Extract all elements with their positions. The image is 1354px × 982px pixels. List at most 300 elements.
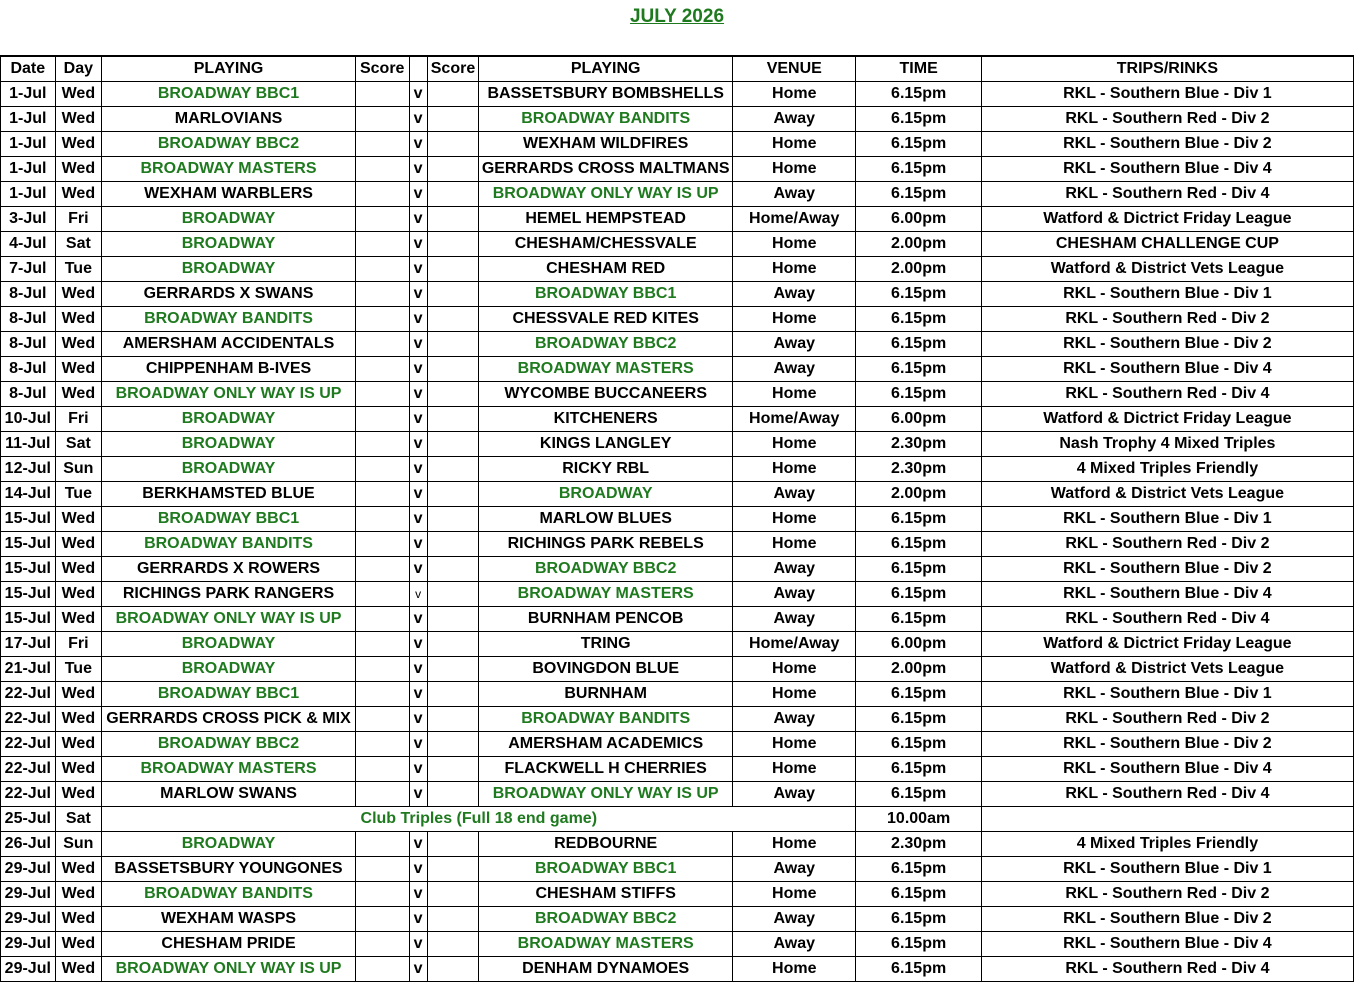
cell-date: 1-Jul <box>1 107 56 132</box>
cell-day: Wed <box>55 957 102 982</box>
cell-versus: v <box>409 432 427 457</box>
cell-score-away <box>427 907 479 932</box>
cell-time: 6.15pm <box>856 507 981 532</box>
cell-playing-away: BURNHAM <box>479 682 733 707</box>
cell-playing-home: CHIPPENHAM B-IVES <box>102 357 356 382</box>
cell-day: Tue <box>55 257 102 282</box>
cell-score-home <box>355 882 409 907</box>
cell-trips: Nash Trophy 4 Mixed Triples <box>981 432 1353 457</box>
cell-score-home <box>355 457 409 482</box>
table-row <box>1 232 1354 257</box>
cell-venue: Away <box>733 282 856 307</box>
cell-playing-away: BROADWAY BANDITS <box>479 107 733 132</box>
cell-playing-home: BROADWAY BANDITS <box>102 882 356 907</box>
cell-score-away <box>427 407 479 432</box>
cell-score-home <box>355 657 409 682</box>
cell-time: 6.15pm <box>856 582 981 607</box>
cell-playing-away: BROADWAY BBC2 <box>479 332 733 357</box>
cell-score-home <box>355 857 409 882</box>
cell-day: Fri <box>55 407 102 432</box>
cell-score-home <box>355 557 409 582</box>
cell-time: 6.15pm <box>856 307 981 332</box>
cell-versus: v <box>409 632 427 657</box>
cell-playing-home: BROADWAY <box>102 407 356 432</box>
cell-score-home <box>355 482 409 507</box>
table-row <box>1 557 1354 582</box>
cell-trips: RKL - Southern Blue - Div 2 <box>981 907 1353 932</box>
cell-playing-away: BROADWAY MASTERS <box>479 357 733 382</box>
cell-score-home <box>355 632 409 657</box>
cell-day: Wed <box>55 157 102 182</box>
cell-time: 6.15pm <box>856 532 981 557</box>
cell-versus: v <box>409 582 427 607</box>
cell-playing-home: MARLOVIANS <box>102 107 356 132</box>
table-row <box>1 407 1354 432</box>
cell-playing-away: FLACKWELL H CHERRIES <box>479 757 733 782</box>
cell-versus: v <box>409 282 427 307</box>
cell-day: Sun <box>55 832 102 857</box>
cell-score-away <box>427 182 479 207</box>
cell-date: 17-Jul <box>1 632 56 657</box>
cell-venue: Home <box>733 432 856 457</box>
cell-score-home <box>355 957 409 982</box>
cell-date: 15-Jul <box>1 607 56 632</box>
cell-day: Wed <box>55 582 102 607</box>
header-trips: TRIPS/RINKS <box>981 57 1353 82</box>
cell-playing-home: BROADWAY BBC1 <box>102 507 356 532</box>
cell-trips: RKL - Southern Blue - Div 1 <box>981 82 1353 107</box>
cell-score-away <box>427 382 479 407</box>
cell-date: 10-Jul <box>1 407 56 432</box>
cell-venue: Away <box>733 607 856 632</box>
cell-date: 3-Jul <box>1 207 56 232</box>
cell-versus: v <box>409 82 427 107</box>
cell-date: 15-Jul <box>1 507 56 532</box>
cell-versus: v <box>409 957 427 982</box>
cell-trips: RKL - Southern Red - Div 4 <box>981 382 1353 407</box>
cell-playing-home: MARLOW SWANS <box>102 782 356 807</box>
cell-time: 2.30pm <box>856 457 981 482</box>
cell-day: Wed <box>55 182 102 207</box>
cell-day: Wed <box>55 382 102 407</box>
table-row <box>1 382 1354 407</box>
cell-score-away <box>427 832 479 857</box>
cell-time: 6.00pm <box>856 632 981 657</box>
cell-score-home <box>355 407 409 432</box>
table-row <box>1 457 1354 482</box>
cell-score-away <box>427 557 479 582</box>
cell-time: 6.15pm <box>856 757 981 782</box>
cell-versus: v <box>409 707 427 732</box>
header-venue: VENUE <box>733 57 856 82</box>
cell-time: 6.15pm <box>856 932 981 957</box>
cell-playing-away: BROADWAY MASTERS <box>479 932 733 957</box>
cell-date: 22-Jul <box>1 682 56 707</box>
cell-versus: v <box>409 607 427 632</box>
cell-venue: Home/Away <box>733 207 856 232</box>
cell-day: Wed <box>55 332 102 357</box>
table-row <box>1 132 1354 157</box>
cell-versus: v <box>409 907 427 932</box>
cell-day: Wed <box>55 857 102 882</box>
cell-playing-away: CHESHAM STIFFS <box>479 882 733 907</box>
table-row <box>1 632 1354 657</box>
cell-venue: Home <box>733 307 856 332</box>
cell-date: 25-Jul <box>1 807 56 832</box>
cell-score-away <box>427 632 479 657</box>
cell-score-away <box>427 82 479 107</box>
cell-playing-away: BROADWAY BANDITS <box>479 707 733 732</box>
table-row <box>1 882 1354 907</box>
cell-trips: RKL - Southern Blue - Div 4 <box>981 582 1353 607</box>
cell-playing-home: BROADWAY <box>102 232 356 257</box>
table-row <box>1 707 1354 732</box>
cell-score-home <box>355 507 409 532</box>
cell-score-home <box>355 907 409 932</box>
cell-day: Wed <box>55 557 102 582</box>
cell-time: 6.00pm <box>856 207 981 232</box>
cell-playing-away: KITCHENERS <box>479 407 733 432</box>
cell-date: 8-Jul <box>1 282 56 307</box>
cell-time: 6.15pm <box>856 782 981 807</box>
cell-score-home <box>355 232 409 257</box>
fixture-body <box>1 82 1354 982</box>
cell-event: Club Triples (Full 18 end game) <box>102 807 856 832</box>
cell-versus: v <box>409 857 427 882</box>
cell-score-away <box>427 882 479 907</box>
cell-date: 15-Jul <box>1 557 56 582</box>
cell-score-home <box>355 582 409 607</box>
cell-time: 6.15pm <box>856 382 981 407</box>
cell-versus: v <box>409 832 427 857</box>
cell-trips: Watford & District Vets League <box>981 657 1353 682</box>
cell-trips: Watford & District Vets League <box>981 482 1353 507</box>
cell-date: 29-Jul <box>1 907 56 932</box>
cell-venue: Home/Away <box>733 632 856 657</box>
cell-day: Wed <box>55 307 102 332</box>
table-row <box>1 582 1354 607</box>
cell-trips: RKL - Southern Blue - Div 2 <box>981 557 1353 582</box>
cell-venue: Home <box>733 157 856 182</box>
header-row <box>1 57 1354 82</box>
cell-date: 7-Jul <box>1 257 56 282</box>
cell-playing-home: GERRARDS CROSS PICK & MIX <box>102 707 356 732</box>
cell-score-home <box>355 107 409 132</box>
cell-venue: Home <box>733 682 856 707</box>
cell-time: 6.15pm <box>856 357 981 382</box>
sheet-title: JULY 2026 <box>629 6 725 27</box>
cell-time: 6.15pm <box>856 557 981 582</box>
cell-score-away <box>427 232 479 257</box>
cell-time: 6.15pm <box>856 332 981 357</box>
cell-date: 8-Jul <box>1 357 56 382</box>
table-row <box>1 107 1354 132</box>
cell-trips: RKL - Southern Blue - Div 1 <box>981 282 1353 307</box>
cell-trips: 4 Mixed Triples Friendly <box>981 457 1353 482</box>
cell-playing-home: WEXHAM WARBLERS <box>102 182 356 207</box>
cell-playing-home: BROADWAY ONLY WAY IS UP <box>102 607 356 632</box>
cell-versus: v <box>409 882 427 907</box>
cell-day: Wed <box>55 682 102 707</box>
cell-day: Wed <box>55 782 102 807</box>
table-row <box>1 357 1354 382</box>
cell-score-away <box>427 332 479 357</box>
cell-playing-home: BROADWAY <box>102 207 356 232</box>
cell-date: 22-Jul <box>1 782 56 807</box>
cell-score-home <box>355 707 409 732</box>
cell-trips: RKL - Southern Red - Div 4 <box>981 182 1353 207</box>
cell-playing-home: GERRARDS X ROWERS <box>102 557 356 582</box>
cell-score-away <box>427 657 479 682</box>
cell-versus: v <box>409 257 427 282</box>
cell-date: 1-Jul <box>1 157 56 182</box>
header-day: Day <box>55 57 102 82</box>
cell-venue: Away <box>733 482 856 507</box>
cell-playing-away: HEMEL HEMPSTEAD <box>479 207 733 232</box>
cell-score-away <box>427 432 479 457</box>
cell-playing-away: BROADWAY BBC1 <box>479 857 733 882</box>
cell-playing-away: CHESHAM RED <box>479 257 733 282</box>
cell-playing-home: BERKHAMSTED BLUE <box>102 482 356 507</box>
table-row <box>1 607 1354 632</box>
cell-score-home <box>355 607 409 632</box>
fixtures-table <box>0 56 1354 982</box>
cell-versus: v <box>409 457 427 482</box>
cell-playing-home: WEXHAM WASPS <box>102 907 356 932</box>
cell-day: Wed <box>55 757 102 782</box>
cell-time: 6.15pm <box>856 707 981 732</box>
cell-playing-away: GERRARDS CROSS MALTMANS <box>479 157 733 182</box>
cell-venue: Away <box>733 332 856 357</box>
cell-date: 8-Jul <box>1 332 56 357</box>
cell-score-home <box>355 132 409 157</box>
cell-time: 6.15pm <box>856 907 981 932</box>
cell-trips: Watford & Dictrict Friday League <box>981 632 1353 657</box>
cell-versus: v <box>409 382 427 407</box>
cell-playing-away: BROADWAY MASTERS <box>479 582 733 607</box>
table-row <box>1 182 1354 207</box>
header-time: TIME <box>856 57 981 82</box>
cell-playing-home: RICHINGS PARK RANGERS <box>102 582 356 607</box>
cell-time: 6.15pm <box>856 82 981 107</box>
cell-time: 2.00pm <box>856 482 981 507</box>
cell-venue: Home <box>733 457 856 482</box>
cell-time: 6.15pm <box>856 282 981 307</box>
cell-score-home <box>355 307 409 332</box>
cell-trips: RKL - Southern Blue - Div 1 <box>981 682 1353 707</box>
cell-trips: RKL - Southern Red - Div 4 <box>981 957 1353 982</box>
cell-playing-away: BROADWAY BBC1 <box>479 282 733 307</box>
header-playing-home: PLAYING <box>102 57 356 82</box>
cell-playing-home: BROADWAY ONLY WAY IS UP <box>102 382 356 407</box>
table-row <box>1 207 1354 232</box>
cell-time: 10.00am <box>856 807 981 832</box>
title-area <box>0 0 1354 56</box>
cell-score-away <box>427 932 479 957</box>
cell-day: Wed <box>55 132 102 157</box>
cell-trips: RKL - Southern Blue - Div 2 <box>981 732 1353 757</box>
cell-venue: Away <box>733 782 856 807</box>
cell-playing-home: BROADWAY <box>102 632 356 657</box>
cell-time: 2.00pm <box>856 232 981 257</box>
cell-playing-home: BROADWAY BBC2 <box>102 132 356 157</box>
cell-playing-home: CHESHAM PRIDE <box>102 932 356 957</box>
cell-time: 2.00pm <box>856 657 981 682</box>
cell-score-home <box>355 82 409 107</box>
table-row <box>1 482 1354 507</box>
cell-venue: Home <box>733 957 856 982</box>
cell-playing-away: RICHINGS PARK REBELS <box>479 532 733 557</box>
cell-trips: RKL - Southern Red - Div 4 <box>981 782 1353 807</box>
table-row <box>1 732 1354 757</box>
cell-venue: Home <box>733 257 856 282</box>
cell-versus: v <box>409 782 427 807</box>
cell-playing-home: BROADWAY ONLY WAY IS UP <box>102 957 356 982</box>
cell-score-home <box>355 832 409 857</box>
cell-time: 6.15pm <box>856 182 981 207</box>
cell-playing-away: KINGS LANGLEY <box>479 432 733 457</box>
cell-date: 22-Jul <box>1 707 56 732</box>
cell-venue: Away <box>733 707 856 732</box>
cell-trips: RKL - Southern Red - Div 2 <box>981 707 1353 732</box>
cell-date: 22-Jul <box>1 757 56 782</box>
cell-versus: v <box>409 757 427 782</box>
cell-trips: RKL - Southern Blue - Div 4 <box>981 157 1353 182</box>
cell-playing-home: BROADWAY MASTERS <box>102 757 356 782</box>
cell-date: 21-Jul <box>1 657 56 682</box>
cell-score-home <box>355 257 409 282</box>
cell-versus: v <box>409 507 427 532</box>
cell-versus: v <box>409 732 427 757</box>
cell-date: 12-Jul <box>1 457 56 482</box>
cell-day: Wed <box>55 282 102 307</box>
cell-date: 4-Jul <box>1 232 56 257</box>
cell-score-away <box>427 507 479 532</box>
cell-trips: RKL - Southern Blue - Div 4 <box>981 357 1353 382</box>
cell-date: 29-Jul <box>1 932 56 957</box>
cell-trips: RKL - Southern Blue - Div 4 <box>981 932 1353 957</box>
cell-score-away <box>427 732 479 757</box>
cell-venue: Home <box>733 882 856 907</box>
cell-versus: v <box>409 932 427 957</box>
cell-playing-away: MARLOW BLUES <box>479 507 733 532</box>
cell-score-away <box>427 157 479 182</box>
cell-playing-away: BOVINGDON BLUE <box>479 657 733 682</box>
cell-playing-home: BROADWAY <box>102 457 356 482</box>
cell-playing-away: DENHAM DYNAMOES <box>479 957 733 982</box>
cell-venue: Away <box>733 107 856 132</box>
cell-time: 2.30pm <box>856 432 981 457</box>
cell-score-home <box>355 282 409 307</box>
cell-score-home <box>355 782 409 807</box>
cell-playing-away: TRING <box>479 632 733 657</box>
cell-trips: Watford & District Vets League <box>981 257 1353 282</box>
cell-venue: Away <box>733 182 856 207</box>
cell-playing-home: BROADWAY BANDITS <box>102 532 356 557</box>
cell-trips: Watford & Dictrict Friday League <box>981 407 1353 432</box>
cell-score-away <box>427 707 479 732</box>
cell-day: Sat <box>55 232 102 257</box>
cell-date: 1-Jul <box>1 132 56 157</box>
cell-score-away <box>427 607 479 632</box>
cell-day: Sat <box>55 807 102 832</box>
cell-date: 8-Jul <box>1 382 56 407</box>
table-row <box>1 657 1354 682</box>
cell-venue: Away <box>733 582 856 607</box>
cell-versus: v <box>409 357 427 382</box>
cell-venue: Home <box>733 657 856 682</box>
cell-playing-home: BROADWAY BBC1 <box>102 682 356 707</box>
cell-venue: Home <box>733 532 856 557</box>
cell-trips: Watford & Dictrict Friday League <box>981 207 1353 232</box>
cell-trips: RKL - Southern Red - Div 2 <box>981 307 1353 332</box>
cell-time: 6.15pm <box>856 682 981 707</box>
header-score-away: Score <box>427 57 479 82</box>
cell-date: 1-Jul <box>1 182 56 207</box>
cell-versus: v <box>409 232 427 257</box>
cell-trips: RKL - Southern Blue - Div 2 <box>981 132 1353 157</box>
cell-versus: v <box>409 682 427 707</box>
table-row <box>1 82 1354 107</box>
cell-versus: v <box>409 557 427 582</box>
cell-day: Tue <box>55 482 102 507</box>
cell-score-away <box>427 457 479 482</box>
cell-day: Wed <box>55 357 102 382</box>
cell-venue: Home <box>733 232 856 257</box>
cell-playing-away: WEXHAM WILDFIRES <box>479 132 733 157</box>
cell-playing-away: REDBOURNE <box>479 832 733 857</box>
cell-day: Sat <box>55 432 102 457</box>
cell-day: Wed <box>55 607 102 632</box>
cell-playing-away: BROADWAY <box>479 482 733 507</box>
cell-playing-home: BROADWAY BBC1 <box>102 82 356 107</box>
cell-time: 6.15pm <box>856 732 981 757</box>
cell-venue: Away <box>733 357 856 382</box>
cell-score-away <box>427 682 479 707</box>
cell-score-home <box>355 932 409 957</box>
cell-venue: Home <box>733 132 856 157</box>
cell-playing-home: BROADWAY MASTERS <box>102 157 356 182</box>
cell-day: Fri <box>55 207 102 232</box>
cell-trips: CHESHAM CHALLENGE CUP <box>981 232 1353 257</box>
table-row <box>1 957 1354 982</box>
cell-score-away <box>427 282 479 307</box>
cell-score-home <box>355 332 409 357</box>
cell-playing-away: WYCOMBE BUCCANEERS <box>479 382 733 407</box>
cell-playing-home: GERRARDS X SWANS <box>102 282 356 307</box>
table-row <box>1 282 1354 307</box>
table-row <box>1 857 1354 882</box>
table-row <box>1 907 1354 932</box>
cell-date: 26-Jul <box>1 832 56 857</box>
cell-score-away <box>427 132 479 157</box>
cell-playing-home: BROADWAY <box>102 832 356 857</box>
table-row <box>1 682 1354 707</box>
cell-venue: Home <box>733 507 856 532</box>
cell-versus: v <box>409 532 427 557</box>
cell-time: 2.00pm <box>856 257 981 282</box>
cell-versus: v <box>409 182 427 207</box>
cell-day: Wed <box>55 882 102 907</box>
cell-versus: v <box>409 157 427 182</box>
cell-day: Fri <box>55 632 102 657</box>
table-row <box>1 757 1354 782</box>
cell-day: Wed <box>55 82 102 107</box>
cell-venue: Home <box>733 832 856 857</box>
cell-day: Wed <box>55 932 102 957</box>
cell-date: 29-Jul <box>1 857 56 882</box>
cell-time: 6.15pm <box>856 882 981 907</box>
